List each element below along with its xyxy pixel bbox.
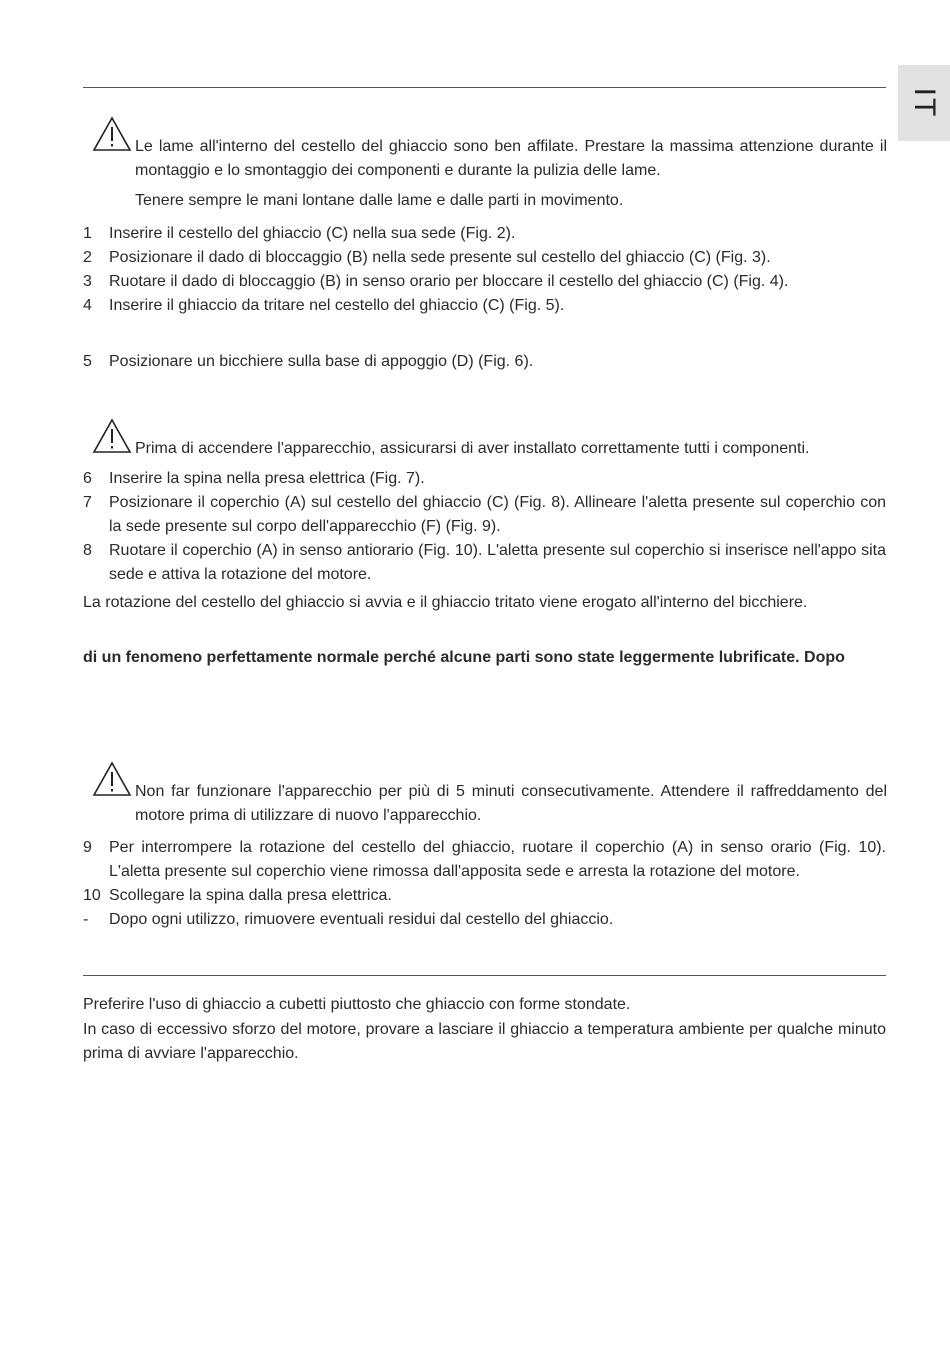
warning-duration (135, 780, 887, 828)
warning-triangle-icon (92, 418, 132, 454)
warning-components-text: Prima di accendere l'apparecchio, assicurarsi di aver installato correttamente tutti i componenti. (135, 440, 810, 457)
steps-list-b (83, 467, 886, 587)
warning-blades (135, 135, 887, 213)
rotation-note: La rotazione del cestello del ghiaccio si avvia e il ghiaccio tritato viene erogato all'interno del bicchiere. (83, 594, 808, 611)
warning-components (135, 437, 887, 461)
list-item: 8 Ruotare il coperchio (A) in senso antiorario (Fig. 10). L'aletta presente sul coperchio si inserisce nell'appo sita sede e attiva la rotazione del motore. (83, 542, 886, 583)
list-item: 6 Inserire la spina nella presa elettrica (Fig. 7). (83, 470, 425, 487)
language-tab (898, 65, 950, 141)
language-tab-label: IT (908, 87, 941, 119)
section-divider (83, 975, 886, 976)
list-item: 4 Inserire il ghiaccio da tritare nel cestello del ghiaccio (C) (Fig. 5). (83, 297, 565, 314)
list-item: 10 Scollegare la spina dalla presa elettrica. (83, 887, 392, 904)
bold-note: di un fenomeno perfettamente normale perché alcune parti sono state leggermente lubrificate. Dopo (83, 649, 845, 666)
list-item: 2 Posizionare il dado di bloccaggio (B) nella sede presente sul cestello del ghiaccio (C) (Fig. 3). (83, 249, 771, 266)
top-divider (83, 87, 886, 88)
list-item: 7 Posizionare il coperchio (A) sul cestello del ghiaccio (C) (Fig. 8). Allineare l'aletta presente sul coperchio con la sede presente sul corpo dell'apparecchio (F) (Fig. 9). (83, 494, 886, 535)
tip-motor-effort: In caso di eccessivo sforzo del motore, provare a lasciare il ghiaccio a temperatura ambiente per qualche minuto prima di avviare l'apparecchio. (83, 1021, 886, 1062)
list-item: 3 Ruotare il dado di bloccaggio (B) in senso orario per bloccare il cestello del ghiaccio (C) (Fig. 4). (83, 273, 789, 290)
warning-duration-text: Non far funzionare l'apparecchio per più di 5 minuti consecutivamente. Attendere il raffreddamento del motore prima di utilizzare di nuovo l'apparecchio. (135, 783, 887, 824)
steps-list-c (83, 836, 886, 932)
tip-ice-cubes: Preferire l'uso di ghiaccio a cubetti piuttosto che ghiaccio con forme stondate. (83, 996, 631, 1013)
list-item: 5 Posizionare un bicchiere sulla base di appoggio (D) (Fig. 6). (83, 353, 534, 370)
steps-list-5 (83, 350, 886, 374)
steps-list-a (83, 222, 886, 318)
warning-triangle-icon (92, 116, 132, 152)
list-item: 1 Inserire il cestello del ghiaccio (C) nella sua sede (Fig. 2). (83, 225, 516, 242)
list-item: - Dopo ogni utilizzo, rimuovere eventuali residui dal cestello del ghiaccio. (83, 911, 614, 928)
warning-triangle-icon (92, 761, 132, 797)
warning-blades-text: Le lame all'interno del cestello del ghiaccio sono ben affilate. Prestare la massima attenzione durante il montaggio e lo smontaggio dei componenti e durante la pulizia delle lame. (135, 138, 887, 179)
tips-section (83, 993, 886, 1066)
warning-hands-text: Tenere sempre le mani lontane dalle lame e dalle parti in movimento. (135, 192, 624, 209)
list-item: 9 Per interrompere la rotazione del cestello del ghiaccio, ruotare il coperchio (A) in senso orario (Fig. 10). L'aletta presente sul coperchio viene rimossa dall'apposita sede e arresta la rotazione del motore. (83, 839, 886, 880)
